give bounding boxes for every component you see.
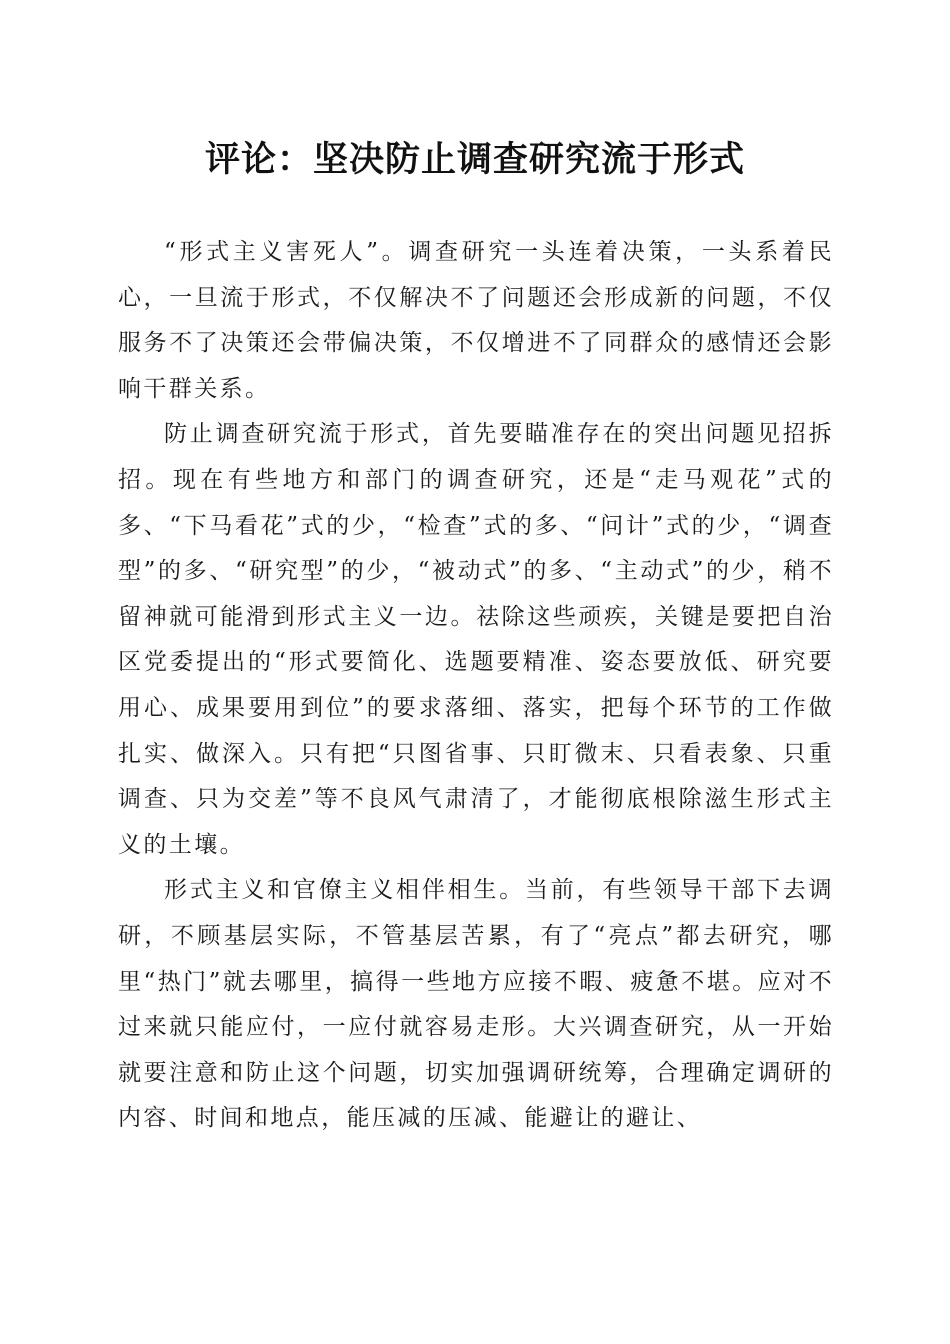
article-body: [118, 230, 834, 1142]
paragraph-3: 形式主义和官僚主义相伴相生。当前，有些领导干部下去调研，不顾基层实际，不管基层苦累，有了“亮点”都去研究，哪里“热门”就去哪里，搞得一些地方应接不暇、疲惫不堪。应对不过来就只能应付，一应付就容易走形。大兴调查研究，从一开始就要注意和防止这个问题，切实加强调研统筹，合理确定调研的内容、时间和地点，能压减的压减、能避让的避让、: [118, 877, 834, 1132]
paragraph-2: 防止调查研究流于形式，首先要瞄准存在的突出问题见招拆招。现在有些地方和部门的调查研究，还是“走马观花”式的多、“下马看花”式的少，“检查”式的多、“问计”式的少，“调查型”的多、“研究型”的少，“被动式”的多、“主动式”的少，稍不留神就可能滑到形式主义一边。祛除这些顽疾，关键是要把自治区党委提出的“形式要简化、选题要精准、姿态要放低、研究要用心、成果要用到位”的要求落细、落实，把每个环节的工作做扎实、做深入。只有把“只图省事、只盯微末、只看表象、只重调查、只为交差”等不良风气肃清了，才能彻底根除滋生形式主义的土壤。: [118, 421, 834, 858]
page-title: 评论：坚决防止调查研究流于形式: [204, 139, 745, 180]
paragraph-1: “形式主义害死人”。调查研究一头连着决策，一头系着民心，一旦流于形式，不仅解决不了问题还会形成新的问题，不仅服务不了决策还会带偏决策，不仅增进不了同群众的感情还会影响干群关系。: [118, 239, 834, 402]
